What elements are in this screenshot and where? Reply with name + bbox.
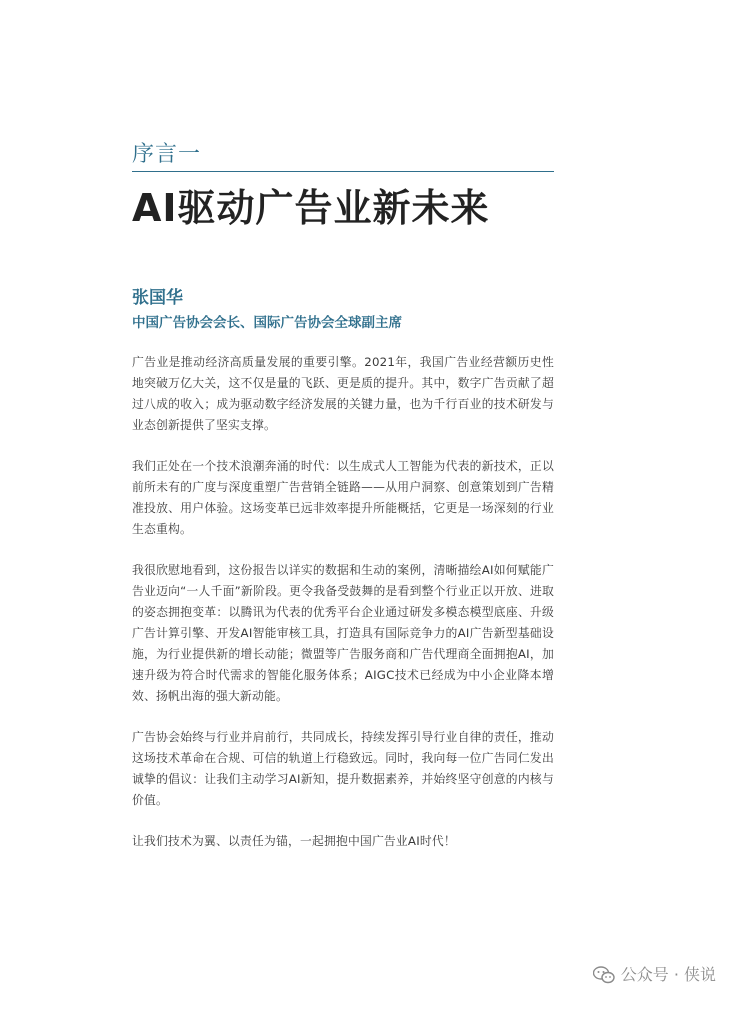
- paragraph: 我很欣慰地看到，这份报告以详实的数据和生动的案例，清晰描绘AI如何赋能广告业迈向“一人千面”新阶段。更令我备受鼓舞的是看到整个行业正以开放、进取的姿态拥抱变革：以腾讯为代表的优秀平台企业通过研发多模态模型底座、升级广告计算引擎、开发AI智能审核工具，打造具有国际竞争力的AI广告新型基础设施，为行业提供新的增长动能；微盟等广告服务商和广告代理商全面拥抱AI，加速升级为符合时代需求的智能化服务体系；AIGC技术已经成为中小企业降本增效、扬帆出海的强大新动能。: [132, 563, 554, 703]
- paragraph: 广告业是推动经济高质量发展的重要引擎。2021年，我国广告业经营额历史性地突破万亿大关，这不仅是量的飞跃、更是质的提升。其中，数字广告贡献了超过八成的收入；成为驱动数字经济发展的关键力量，也为千行百业的技术研发与业态创新提供了坚实支撑。: [132, 355, 554, 432]
- body-text: [132, 352, 554, 872]
- author-role: 中国广告协会会长、国际广告协会全球副主席: [132, 315, 402, 331]
- page-title: AI驱动广告业新未来: [132, 186, 490, 230]
- watermark-text: 公众号 · 侠说: [620, 965, 716, 984]
- paragraph: 我们正处在一个技术浪潮奔涌的时代：以生成式人工智能为代表的新技术，正以前所未有的广度与深度重塑广告营销全链路——从用户洞察、创意策划到广告精准投放、用户体验。这场变革已远非效率提升所能概括，它更是一场深刻的行业生态重构。: [132, 459, 554, 536]
- paragraph: 广告协会始终与行业并肩前行，共同成长，持续发挥引导行业自律的责任，推动这场技术革命在合规、可信的轨道上行稳致远。同时，我向每一位广告同仁发出诚挚的倡议：让我们主动学习AI新知，提升数据素养，并始终坚守创意的内核与价值。: [132, 730, 554, 807]
- wechat-watermark: [593, 965, 716, 985]
- paragraph: 让我们技术为翼、以责任为锚，一起拥抱中国广告业AI时代！: [132, 834, 456, 848]
- preface-label: 序言一: [132, 142, 202, 167]
- header-divider: [132, 171, 554, 172]
- author-name: 张国华: [132, 288, 183, 308]
- wechat-icon: [593, 966, 615, 984]
